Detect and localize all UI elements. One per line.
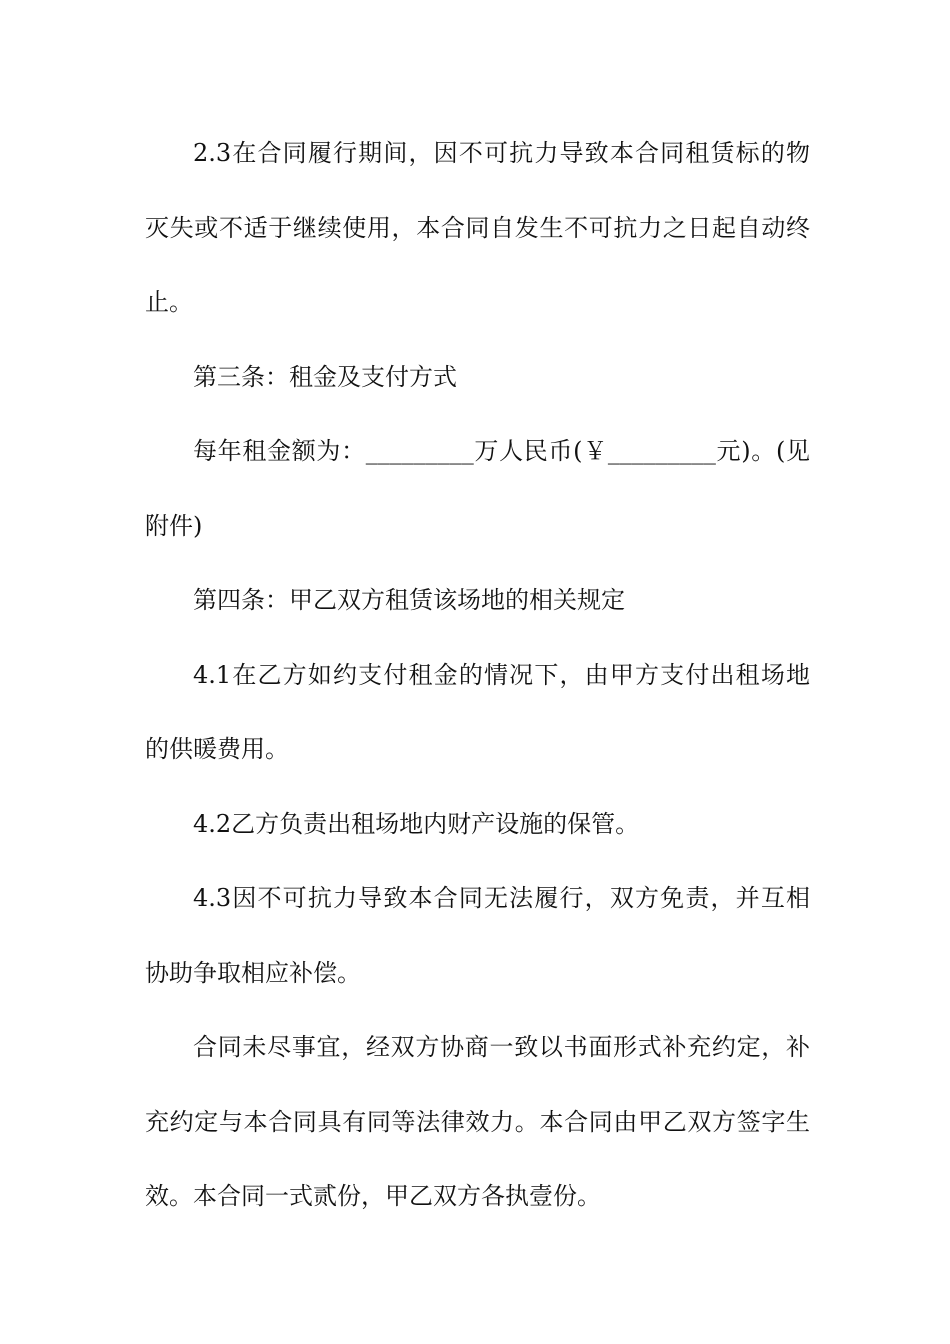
closing-line-1: 合同未尽事宜，经双方协商一致以书面形式补充约定，补 [193, 1033, 810, 1061]
clause-4-3-line-2: 协助争取相应补偿。 [145, 959, 361, 987]
clause-4-1-line-1: 4.1在乙方如约支付租金的情况下，由甲方支付出租场地 [193, 661, 810, 689]
rent-amount-line-2: 附件) [145, 512, 203, 540]
article-3-heading: 第三条：租金及支付方式 [193, 363, 457, 391]
rent-amount-line-1: 每年租金额为：_________万人民币(￥_________元)。(见 [193, 437, 810, 465]
closing-line-3: 效。本合同一式贰份，甲乙双方各执壹份。 [145, 1182, 601, 1210]
clause-4-2: 4.2乙方负责出租场地内财产设施的保管。 [193, 810, 640, 838]
clause-2-3-line-3: 止。 [145, 288, 193, 316]
closing-line-2: 充约定与本合同具有同等法律效力。本合同由甲乙双方签字生 [145, 1108, 810, 1136]
clause-4-1-line-2: 的供暖费用。 [145, 735, 289, 763]
clause-2-3-line-2: 灭失或不适于继续使用，本合同自发生不可抗力之日起自动终 [145, 214, 810, 242]
article-4-heading: 第四条：甲乙双方租赁该场地的相关规定 [193, 586, 625, 614]
clause-2-3-line-1: 2.3在合同履行期间，因不可抗力导致本合同租赁标的物 [193, 139, 810, 167]
clause-4-3-line-1: 4.3因不可抗力导致本合同无法履行，双方免责，并互相 [193, 884, 810, 912]
